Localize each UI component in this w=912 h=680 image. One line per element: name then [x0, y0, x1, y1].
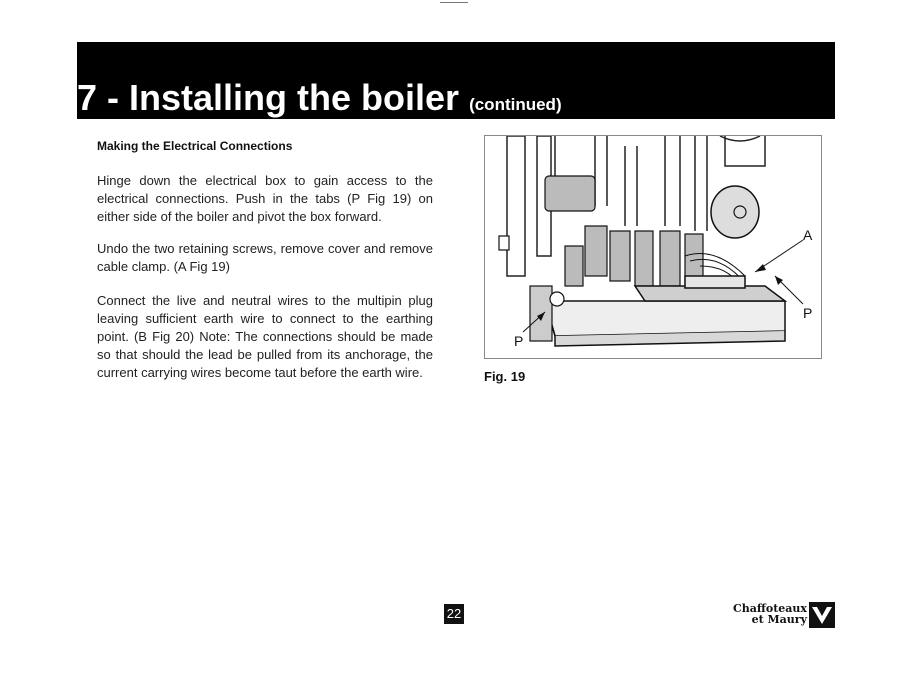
- paragraph-retaining-screws: Undo the two retaining screws, remove cover and remove cable clamp. (A Fig 19): [97, 241, 433, 274]
- paragraph-connect-wires: Connect the live and neutral wires to the multipin plug leaving sufficient earth wire to connect to the earthing point. (B Fig 20) Note: The connections should be made so that should the lead be pulled from its anchorage, the current carrying wires become taut before the earth wire.: [97, 293, 433, 380]
- page-title-main: 7 - Installing the boiler: [77, 77, 460, 118]
- callout-label-p-right: P: [803, 305, 813, 321]
- brand-name: Chaffoteaux: [732, 602, 807, 615]
- paragraph-hinge-box: Hinge down the electrical box to gain access to the electrical connections. Push in the tabs (P Fig 19) on either side of the boiler and pivot the box forward.: [97, 173, 433, 224]
- callout-label-a: A: [803, 227, 813, 243]
- figure-caption: Fig. 19: [484, 369, 526, 384]
- top-rule: [440, 2, 468, 3]
- callout-label-p-left: P: [514, 333, 524, 349]
- section-heading: Making the Electrical Connections: [97, 139, 293, 153]
- page-number: 22: [444, 604, 464, 624]
- section-banner: [77, 42, 835, 119]
- page-title-suffix: (continued): [469, 95, 562, 114]
- boiler-illustration: [485, 136, 821, 358]
- brand-name-suffix: et Maury: [751, 613, 807, 626]
- page-title: [77, 78, 562, 125]
- brand-logo: [732, 602, 835, 628]
- brand-v-mark-icon: [809, 602, 835, 628]
- boiler-figure: [484, 135, 822, 359]
